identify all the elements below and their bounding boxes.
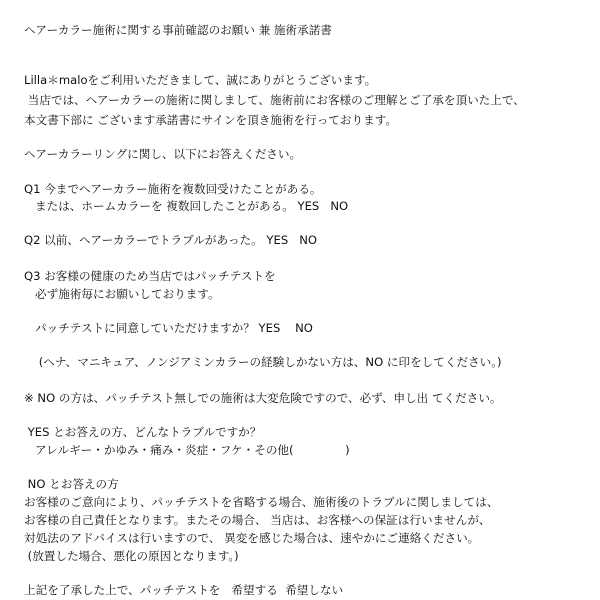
question-3-line-1: Q3 お客様の健康のため当店ではパッチテストを	[24, 269, 276, 283]
no-section-line-1: お客様のご意向により、パッチテストを省略する場合、施術後のトラブルに関しましては、	[24, 495, 499, 509]
patch-test-preference-line: 上記を了承した上で、パッチテストを 希望する 希望しない	[24, 583, 344, 597]
question-3-consent: パッチテストに同意していただけますか？ YES NO	[24, 321, 313, 335]
patch-test-note: (ヘナ、マニキュア、ノンジアミンカラーの経験しかない方は、NO に印をしてください。)	[24, 355, 502, 369]
yes-section-question: YES とお答えの方、どんなトラブルですか？	[24, 425, 262, 439]
yes-section-options: アレルギー・かゆみ・痛み・炎症・フケ・その他( )	[24, 443, 350, 457]
no-section-line-2: お客様の自己責任となります。またその場合、 当店は、お客様への保証は行いませんが、	[24, 513, 491, 527]
questionnaire-heading: ヘアーカラーリングに関し、以下にお答えください。	[24, 147, 302, 161]
document-title: ヘアーカラー施術に関する事前確認のお願い 兼 施術承諾書	[24, 23, 332, 37]
warning-note: ※ NO の方は、パッチテスト無しでの施術は大変危険ですので、必ず、申し出 てください。	[24, 391, 502, 405]
question-1-line-1: Q1 今までヘアーカラー施術を複数回受けたことがある。	[24, 182, 322, 196]
intro-line-2: 当店では、ヘアーカラーの施術に関しまして、施術前にお客様のご理解とご了承を頂いた上で、	[24, 93, 525, 107]
question-3-line-2: 必ず施術毎にお願いしております。	[24, 287, 220, 301]
intro-line-1: Lilla＊maloをご利用いただきまして、誠にありがとうございます。	[24, 73, 377, 87]
no-section-line-3: 対処法のアドバイスは行いますので、 異変を感じた場合は、速やかにご連絡ください。	[24, 531, 480, 545]
no-section-line-4: (放置した場合、悪化の原因となります。)	[24, 549, 239, 563]
no-section-heading: NO とお答えの方	[24, 477, 119, 491]
intro-line-3: 本文書下部に ございます承諾書にサインを頂き施術を行っております。	[24, 113, 397, 127]
question-2: Q2 以前、ヘアーカラーでトラブルがあった。 YES NO	[24, 233, 318, 247]
question-1-line-2: または、ホームカラーを 複数回したことがある。 YES NO	[24, 199, 349, 213]
